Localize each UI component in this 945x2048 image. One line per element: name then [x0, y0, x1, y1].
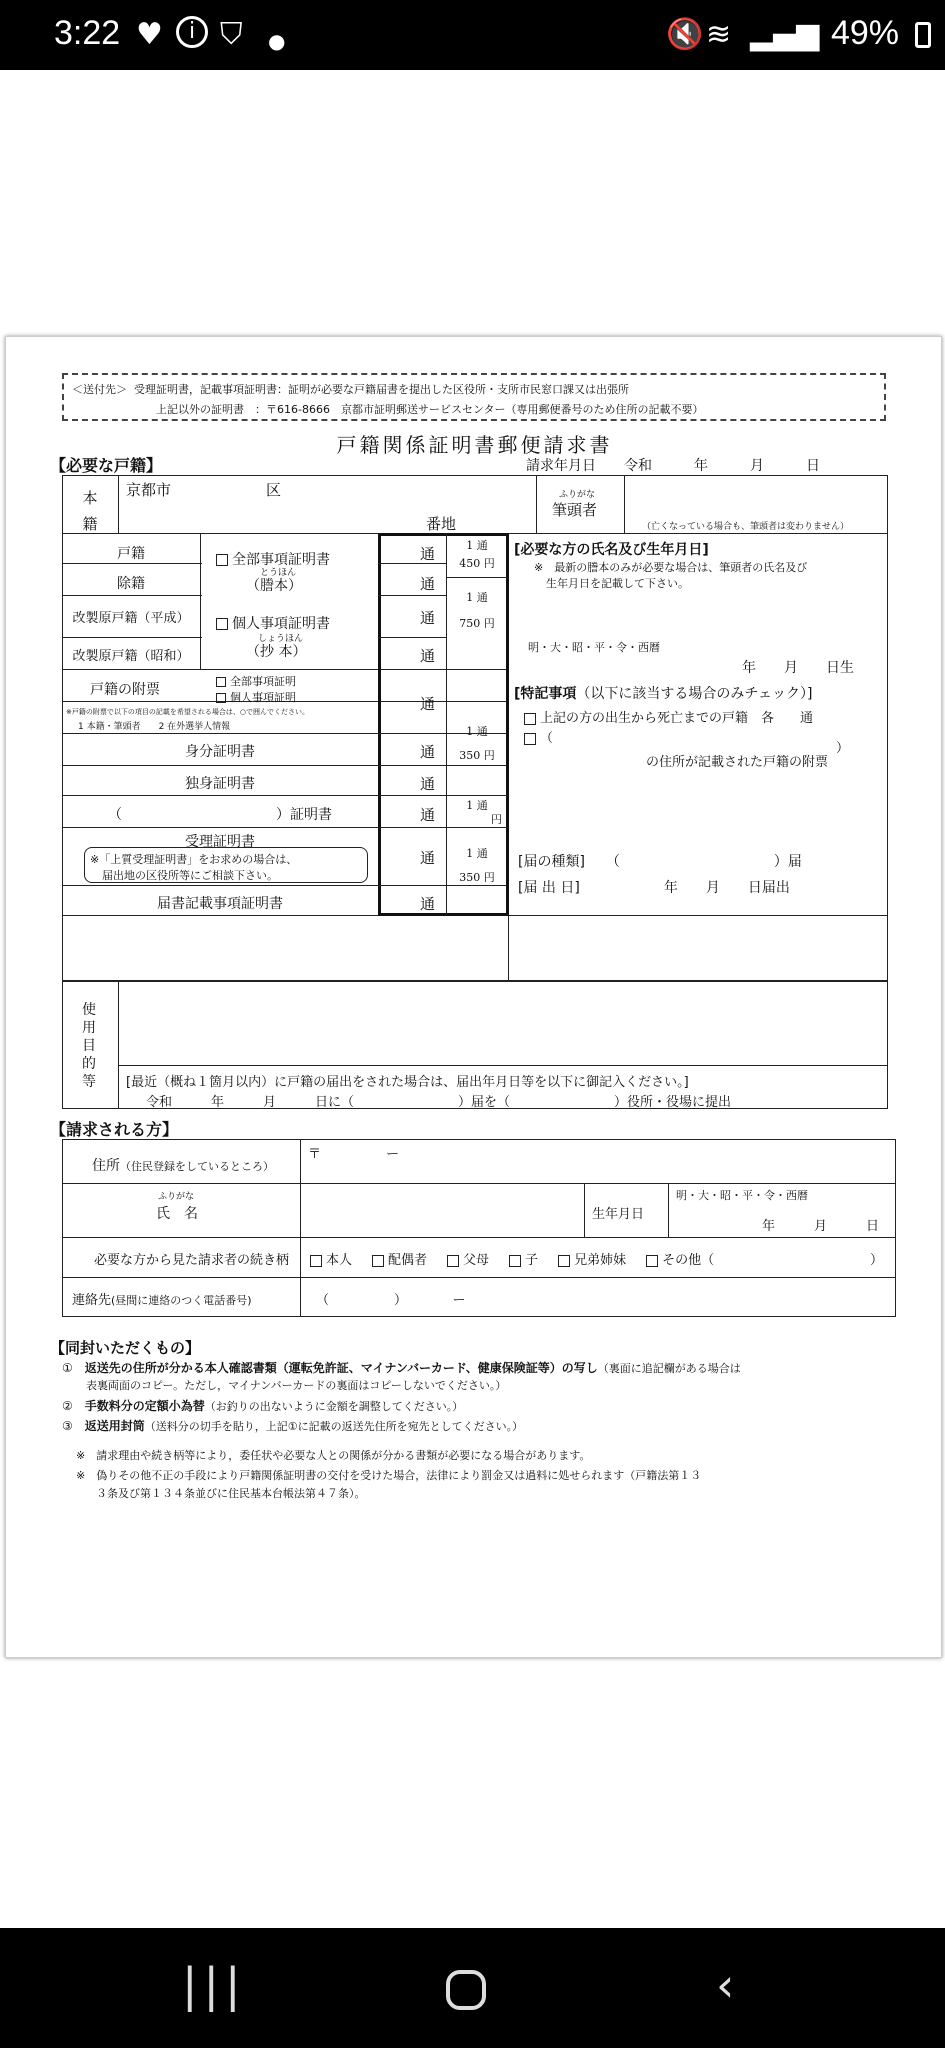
tsu-cell: 通	[420, 895, 436, 913]
enclosure-2: ② 手数料分の定額小為替（お釣りの出ないように金額を調整してください。）	[62, 1399, 464, 1413]
info-icon: i	[176, 16, 208, 48]
purpose-label: 使用目的等	[82, 1002, 96, 1090]
fuhyo-note: ※戸籍の附票で以下の項目の記載を希望される場合は、○で囲んでください。	[66, 708, 309, 716]
price-count: 1 通	[466, 591, 488, 604]
checkbox-fuhyo-zenbu[interactable]	[216, 677, 226, 687]
back-button[interactable]: ‹	[716, 1958, 735, 2012]
section-requester: 【請求される方】	[50, 1120, 179, 1139]
price-count: 1 通	[466, 847, 488, 860]
price-350: 350 円	[459, 749, 495, 762]
tsu-cell: 通	[420, 849, 436, 867]
tsu-cell: 通	[420, 575, 436, 593]
heart-icon: ♥	[136, 17, 163, 52]
shouhon-ruby: しょうほん	[258, 634, 304, 644]
touhon-ruby: とうほん	[260, 568, 297, 578]
special-2-close: ）	[836, 741, 850, 756]
sendto-line2: 上記以外の証明書 ：〒616-8666 京都市証明郵送サービスセンター（専用郵便番号のため住所の記載不要）	[156, 403, 704, 416]
enclosure-3: ③ 返送用封筒（送料分の切手を貼り，上記①に記載の返送先住所を宛先としてください。）	[62, 1419, 524, 1433]
todoke-type: [届の種類] （ ）届	[518, 854, 802, 870]
fuhyo-kojin-label: 個人事項証明	[230, 691, 296, 704]
fuhyo-zenbu-label: 全部事項証明	[230, 675, 296, 688]
postal-field[interactable]: 〒 ー	[308, 1147, 400, 1162]
person-note-1: ※ 最新の謄本のみが必要な場合は、筆頭者の氏名及び	[534, 561, 808, 574]
hittousha-label: 筆頭者	[552, 501, 598, 519]
banchi-label: 番地	[426, 515, 457, 533]
tsu-cell: 通	[420, 695, 436, 713]
mibun-label: 身分証明書	[185, 744, 255, 760]
battery-level: 49%	[830, 14, 899, 52]
dot-icon: ●	[268, 29, 286, 53]
furigana-label: ふりがな	[559, 490, 596, 500]
person-header: [必要な方の氏名及び生年月日]	[514, 542, 709, 558]
price-count: 1 通	[466, 799, 488, 812]
recent-line: 令和 年 月 日に（ ）届を（ ）役所・役場に提出	[146, 1095, 732, 1110]
tsu-cell: 通	[420, 743, 436, 761]
address-note: （住民登録をしているところ）	[120, 1160, 274, 1173]
sendto-line1: 受理証明書，記載事項証明書：証明が必要な戸籍届書を提出した区役所・支所市民窓口課又は出張所	[134, 383, 629, 396]
note-2: ※ 偽りその他不正の手段により戸籍関係証明書の交付を受けた場合，法律により罰金又は過料に処せられます（戸籍法第１３	[76, 1469, 702, 1482]
dokushin-label: 独身証明書	[185, 776, 255, 792]
checkbox-kojin[interactable]	[216, 618, 228, 630]
row-joseki: 除籍	[117, 576, 145, 592]
todoke-kisai-label: 届書記載事項証明書	[157, 896, 283, 912]
enclosure-1: ① 返送先の住所が分かる本人確認書類（運転免許証、マイナンバーカード、健康保険証等）の写し（裏面に追記欄がある場合は	[62, 1361, 741, 1375]
checkbox-spouse[interactable]	[372, 1255, 384, 1267]
checkbox-parent[interactable]	[447, 1255, 459, 1267]
sendto-label: ＜送付先＞	[72, 383, 127, 396]
price-count: 1 通	[466, 539, 488, 552]
juri-label: 受理証明書	[185, 834, 255, 850]
battery-icon	[915, 22, 931, 48]
birthdate-label: 生年月日	[592, 1207, 645, 1222]
clock: 3:22	[54, 14, 121, 52]
checkbox-special-2[interactable]	[524, 733, 536, 745]
todoke-date: [届 出 日] 年 月 日届出	[518, 880, 790, 896]
checkbox-zenbu[interactable]	[216, 554, 228, 566]
section-required: 【必要な戸籍】	[50, 456, 163, 475]
name-ruby: ふりがな	[158, 1192, 195, 1202]
fuhyo-options: 1 本籍・筆頭者 2 在外選挙人情報	[78, 722, 231, 732]
wifi-icon: ≋	[706, 17, 732, 52]
checkbox-special-1[interactable]	[524, 713, 536, 725]
row-koseki: 戸籍	[117, 546, 145, 562]
document-page	[5, 336, 942, 1658]
relation-options: 本人 配偶者 父母 子 兄弟姉妹 その他（	[310, 1249, 714, 1268]
home-button[interactable]	[446, 1970, 486, 2010]
request-date: 請求年月日 令和 年 月 日	[526, 458, 820, 474]
special-subheader: （以下に該当する場合のみチェック）]	[576, 686, 813, 702]
tsu-cell: 通	[420, 775, 436, 793]
row-kaisei-heisei: 改製原戸籍（平成）	[72, 611, 190, 626]
price-350: 350 円	[459, 871, 495, 884]
shield-check-icon: ⛉	[220, 17, 243, 52]
recent-apps-button[interactable]: |||	[182, 1958, 247, 2012]
birth-ymd-field: 年 月 日	[762, 1219, 880, 1234]
person-note-2: 生年月日を記載して下さい。	[546, 577, 689, 590]
form-title: 戸籍関係証明書郵便請求書	[336, 433, 613, 457]
birth-ymd: 年 月 日生	[742, 660, 854, 676]
birth-era: 明・大・昭・平・令・西暦	[676, 1189, 808, 1202]
relation-label: 必要な方から見た請求者の続き柄	[94, 1253, 290, 1268]
fuhyo-label: 戸籍の附票	[90, 682, 160, 698]
mute-icon: 🔇	[666, 17, 704, 52]
special-header: [特記事項	[514, 686, 577, 702]
price-750: 750 円	[459, 617, 495, 630]
touhon-label: （謄本）	[246, 578, 302, 594]
juri-note-2: 届出地の区役所等にご相談下さい。	[102, 869, 278, 882]
checkbox-self[interactable]	[310, 1255, 322, 1267]
price-count: 1 通	[466, 725, 488, 738]
tsu-cell: 通	[420, 647, 436, 665]
row-kaisei-showa: 改製原戸籍（昭和）	[72, 649, 190, 664]
checkbox-child[interactable]	[509, 1255, 521, 1267]
signal-icon: ▂▄▆	[750, 17, 820, 52]
checkbox-sibling[interactable]	[558, 1255, 570, 1267]
price-450: 450 円	[459, 557, 495, 570]
checkbox-other[interactable]	[646, 1255, 658, 1267]
document-viewer[interactable]	[0, 70, 945, 1928]
relation-close: ）	[870, 1253, 884, 1268]
special-1: 上記の方の出生から死亡までの戸籍 各 通	[540, 711, 814, 726]
name-label: 氏 名	[156, 1206, 198, 1222]
tsu-cell: 通	[420, 806, 436, 824]
juri-note-1: ※「上質受理証明書」をお求めの場合は、	[90, 853, 298, 866]
price-yen: 円	[491, 813, 502, 826]
checkbox-fuhyo-kojin[interactable]	[216, 693, 226, 703]
zenbu-label: 全部事項証明書	[232, 552, 330, 568]
hittousha-note: （亡くなっている場合も、筆頭者は変わりません）	[642, 522, 850, 532]
enclosure-1-detail: 表裏両面のコピー。ただし，マイナンバーカードの裏面はコピーしないでください。）	[86, 1379, 507, 1392]
tsu-cell: 通	[420, 545, 436, 563]
kojin-label: 個人事項証明書	[232, 616, 330, 632]
note-1: ※ 請求理由や続き柄等により，委任状や必要な人との関係が分かる書類が必要になる場合があります。	[76, 1449, 591, 1462]
other-certificate: （ ）証明書	[108, 807, 332, 823]
ku-label: 区	[266, 481, 282, 499]
tsu-cell: 通	[420, 609, 436, 627]
contact-label: 連絡先	[72, 1293, 112, 1308]
kyoto-label: 京都市	[126, 481, 172, 499]
era-options: 明・大・昭・平・令・西暦	[528, 641, 660, 654]
special-3: の住所が記載された戸籍の附票	[646, 755, 829, 770]
address-label: 住所	[92, 1158, 120, 1174]
honseki-label: 本籍	[82, 489, 98, 533]
navigation-bar	[0, 1928, 945, 2048]
status-bar	[0, 0, 945, 70]
section-enclose: 【同封いただくもの】	[50, 1339, 201, 1357]
shouhon-label: （抄 本）	[246, 644, 307, 660]
special-2-open: （	[540, 731, 554, 746]
phone-field[interactable]: （ ） ー	[316, 1293, 466, 1308]
contact-note: (昼間に連絡のつく電話番号)	[111, 1294, 252, 1307]
note-3: ３条及び第１３４条並びに住民基本台帳法第４７条）。	[96, 1487, 366, 1500]
recent-note: [最近（概ね１箇月以内）に戸籍の届出をされた場合は、届出年月日等を以下に御記入ください。]	[126, 1075, 689, 1090]
